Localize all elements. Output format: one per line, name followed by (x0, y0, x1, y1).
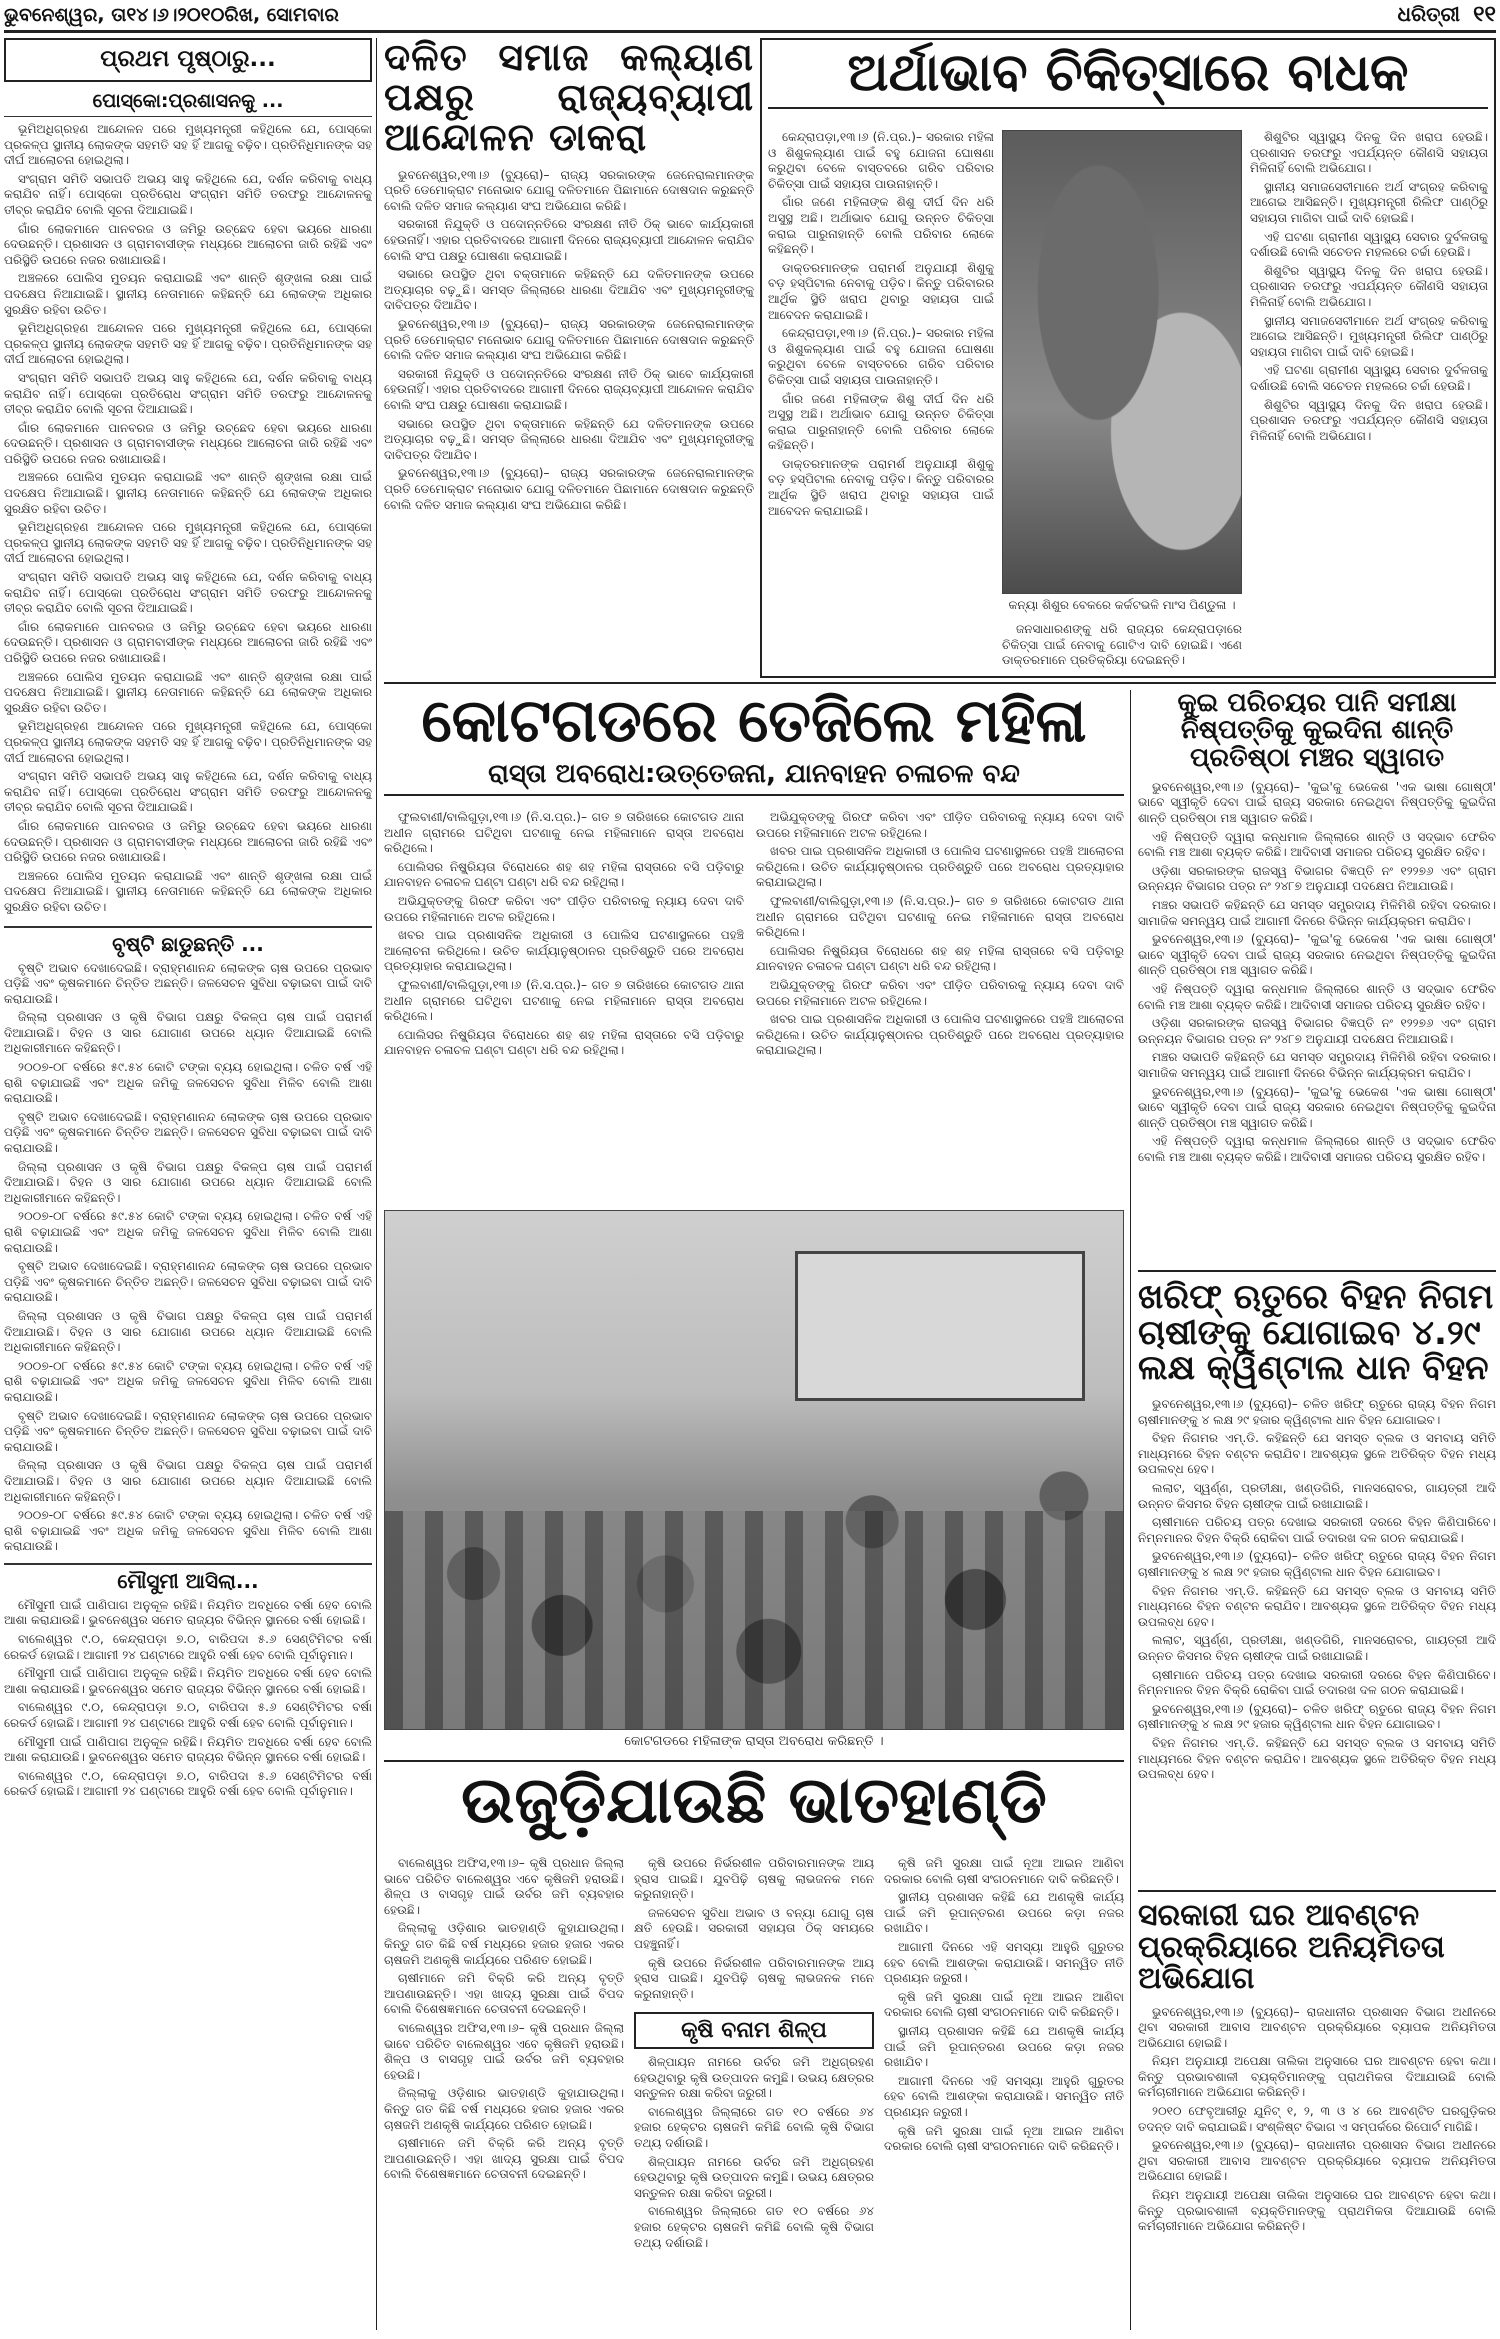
rice-story (384, 1768, 1124, 2330)
paragraph: ସରକାରୀ ନିଯୁକ୍ତି ଓ ପଦୋନ୍ନତିରେ ସଂରକ୍ଷଣ ନୀତି ଠିକ୍ ଭାବେ କାର୍ଯ୍ୟକାରୀ ହେଉନାହିଁ। ଏହାର ପ୍ରତିବାଦରେ ଆଗାମୀ ଦିନରେ ରାଜ୍ୟବ୍ୟାପୀ ଆନ୍ଦୋଳନ କରାଯିବ ବୋଲି ସଂଘ ପକ୍ଷରୁ ଘୋଷଣା କରାଯାଇଛି। (384, 217, 754, 263)
paragraph: ଶିଳ୍ପାୟନ ନାମରେ ଉର୍ବର ଜମି ଅଧିଗ୍ରହଣ ହେଉଥିବାରୁ କୃଷି ଉତ୍ପାଦନ କମୁଛି। ଉଭୟ କ୍ଷେତ୍ରର ସନ୍ତୁଳନ ରକ୍ଷା କରିବା ଜରୁରୀ। (634, 2055, 874, 2101)
paragraph: ସଭାରେ ଉପସ୍ଥିତ ଥିବା ବକ୍ତାମାନେ କହିଛନ୍ତି ଯେ ଦଳିତମାନଙ୍କ ଉପରେ ଅତ୍ୟାଚାର ବଢ଼ୁଛି। ସମସ୍ତ ଜିଲ୍ଲାରେ ଧାରଣା ଦିଆଯିବ ଏବଂ ମୁଖ୍ୟମନ୍ତ୍ରୀଙ୍କୁ ଦାବିପତ୍ର ଦିଆଯିବ। (384, 267, 754, 313)
story2-head: ବୃଷ୍ଟି ଛାଡୁଛନ୍ତି ... (4, 926, 372, 956)
rice-col2 (634, 1856, 874, 2006)
housing-story (1138, 1890, 1496, 2330)
kui-body (1138, 780, 1496, 1166)
paragraph: ଲଲାଟ, ସ୍ୱର୍ଣ୍ଣ, ପ୍ରତୀକ୍ଷା, ଖଣ୍ଡଗିରି, ମାନସରୋବର, ଗାୟତ୍ରୀ ଆଦି ଉନ୍ନତ କିସମର ବିହନ ଚାଷୀଙ୍କ ପାଇଁ ରଖାଯାଇଛି। (1138, 1481, 1496, 1511)
housing-body (1138, 2005, 1496, 2235)
paragraph: ଫୁଲବାଣୀ/ବାଲିଗୁଡ଼ା,୧୩।୬ (ନି.ସ.ପ୍ର.)– ଗତ ୭ ତାରିଖରେ କୋଟଗଡ ଥାନା ଅଧୀନ ଗ୍ରାମରେ ଘଟିଥିବା ଘଟଣାକୁ ନେଇ ମହିଳାମାନେ ରାସ୍ତା ଅବରୋଧ କରିଥିଲେ। (384, 810, 744, 856)
paragraph: ଜିଲ୍ଲା ପ୍ରଶାସନ ଓ କୃଷି ବିଭାଗ ପକ୍ଷରୁ ବିକଳ୍ପ ଚାଷ ପାଇଁ ପରାମର୍ଶ ଦିଆଯାଉଛି। ବିହନ ଓ ସାର ଯୋଗାଣ ଉପରେ ଧ୍ୟାନ ଦିଆଯାଇଛି ବୋଲି ଅଧିକାରୀମାନେ କହିଛନ୍ତି। (4, 1010, 372, 1056)
paragraph: ଚାଷୀମାନେ ଜମି ବିକ୍ରି କରି ଅନ୍ୟ ବୃତ୍ତି ଆପଣାଉଛନ୍ତି। ଏହା ଖାଦ୍ୟ ସୁରକ୍ଷା ପାଇଁ ବିପଦ ବୋଲି ବିଶେଷଜ୍ଞମାନେ ଚେତାବନୀ ଦେଇଛନ୍ତି। (384, 2136, 624, 2182)
paragraph: ଭୁବନେଶ୍ୱର,୧୩।୬ (ବ୍ୟୁରୋ)– ରାଜଧାନୀର ପ୍ରଶାସନ ବିଭାଗ ଅଧୀନରେ ଥିବା ସରକାରୀ ଆବାସ ଆବଣ୍ଟନ ପ୍ରକ୍ରିୟାରେ ବ୍ୟାପକ ଅନିୟମିତତା ଅଭିଯୋଗ ହୋଇଛି। (1138, 2004, 1496, 2050)
paragraph: କୃଷି ଜମି ସୁରକ୍ଷା ପାଇଁ ନୂଆ ଆଇନ ଆଣିବା ଦରକାର ବୋଲି ଚାଷୀ ସଂଗଠନମାନେ ଦାବି କରିଛନ୍ତି। (884, 1856, 1124, 1886)
paragraph: ଏହି ନିଷ୍ପତ୍ତି ଦ୍ୱାରା କନ୍ଧମାଳ ଜିଲ୍ଲାରେ ଶାନ୍ତି ଓ ସଦ୍ଭାବ ଫେରିବ ବୋଲି ମଞ୍ଚ ଆଶା ବ୍ୟକ୍ତ କରିଛି। ଆଦିବାସୀ ସମାଜର ପରିଚୟ ସୁରକ୍ଷିତ ରହିବ। (1138, 829, 1496, 860)
paragraph: ସଂଗ୍ରାମ ସମିତି ସଭାପତି ଅଭୟ ସାହୁ କହିଥିଲେ ଯେ, ଦର୍ଶନ କରିବାକୁ ବାଧ୍ୟ କରାଯିବ ନାହିଁ। ପୋସ୍କୋ ପ୍ରତିରୋଧ ସଂଗ୍ରାମ ସମିତି ତରଫରୁ ଆନ୍ଦୋଳନକୁ ତୀବ୍ର କରାଯିବ ବୋଲି ସୂଚନା ଦିଆଯାଇଛି। (4, 171, 372, 217)
kotgarh-headline: କୋଟଗଡରେ ତେଜିଲେ ମହିଳା (421, 690, 1087, 756)
paragraph: ଚାଷୀମାନେ ଜମି ବିକ୍ରି କରି ଅନ୍ୟ ବୃତ୍ତି ଆପଣାଉଛନ୍ତି। ଏହା ଖାଦ୍ୟ ସୁରକ୍ଷା ପାଇଁ ବିପଦ ବୋଲି ବିଶେଷଜ୍ଞମାନେ ଚେତାବନୀ ଦେଇଛନ୍ତି। (384, 1971, 624, 2017)
seed-headline: ଖରିଫ୍ ଋତୁରେ ବିହନ ନିଗମ ଚାଷୀଙ୍କୁ ଯୋଗାଇବ ୪.୨୯ ଲକ୍ଷ କ୍ୱିଣ୍ଟାଲ ଧାନ ବିହନ (1138, 1277, 1494, 1389)
paragraph: ଜିଲ୍ଲା ପ୍ରଶାସନ ଓ କୃଷି ବିଭାଗ ପକ୍ଷରୁ ବିକଳ୍ପ ଚାଷ ପାଇଁ ପରାମର୍ଶ ଦିଆଯାଉଛି। ବିହନ ଓ ସାର ଯୋଗାଣ ଉପରେ ଧ୍ୟାନ ଦିଆଯାଇଛି ବୋଲି ଅଧିକାରୀମାନେ କହିଛନ୍ତି। (4, 1308, 372, 1355)
paragraph: ଓଡ଼ିଶା ସରକାରଙ୍କ ରାଜସ୍ୱ ବିଭାଗର ବିଜ୍ଞପ୍ତି ନଂ ୧୨୨୭୬ ଏବଂ ଗ୍ରାମ ଉନ୍ନୟନ ବିଭାଗର ପତ୍ର ନଂ ୨୪୮୭ ଅନୁଯାୟୀ ପଦକ୍ଷେପ ନିଆଯାଉଛି। (1138, 1016, 1496, 1046)
paragraph: ସ୍ଥାନୀୟ ପ୍ରଶାସନ କହିଛି ଯେ ଅଣକୃଷି କାର୍ଯ୍ୟ ପାଇଁ ଜମି ରୂପାନ୍ତରଣ ଉପରେ କଡ଼ା ନଜର ରଖାଯିବ। (884, 2023, 1124, 2070)
paragraph: ଭୂମିଅଧିଗ୍ରହଣ ଆନ୍ଦୋଳନ ପରେ ମୁଖ୍ୟମନ୍ତ୍ରୀ କହିଥିଲେ ଯେ, ପୋସ୍କୋ ପ୍ରକଳ୍ପ ସ୍ଥାନୀୟ ଲୋକଙ୍କ ସହମତି ସହ ହିଁ ଆଗକୁ ବଢ଼ିବ। ପ୍ରତିନିଧିମାନଙ୍କ ସହ ଦୀର୍ଘ ଆଲୋଚନା ହୋଇଥିଲା। (4, 520, 372, 566)
paragraph: ଓଡ଼ିଶା ସରକାରଙ୍କ ରାଜସ୍ୱ ବିଭାଗର ବିଜ୍ଞପ୍ତି ନଂ ୧୨୨୭୬ ଏବଂ ଗ୍ରାମ ଉନ୍ନୟନ ବିଭାଗର ପତ୍ର ନଂ ୨୪୮୭ ଅନୁଯାୟୀ ପଦକ୍ଷେପ ନିଆଯାଉଛି। (1138, 863, 1496, 894)
paragraph: ବାଲେଶ୍ୱର ଜିଲ୍ଲାରେ ଗତ ୧୦ ବର୍ଷରେ ୬୪ ହଜାର ହେକ୍ଟର ଚାଷଜମି କମିଛି ବୋଲି କୃଷି ବିଭାଗ ତଥ୍ୟ ଦର୍ଶାଉଛି। (634, 2204, 874, 2250)
paragraph: ଫୁଲବାଣୀ/ବାଲିଗୁଡ଼ା,୧୩।୬ (ନି.ସ.ପ୍ର.)– ଗତ ୭ ତାରିଖରେ କୋଟଗଡ ଥାନା ଅଧୀନ ଗ୍ରାମରେ ଘଟିଥିବା ଘଟଣାକୁ ନେଇ ମହିଳାମାନେ ରାସ୍ତା ଅବରୋଧ କରିଥିଲେ। (756, 893, 1124, 940)
paragraph: ଶିଳ୍ପାୟନ ନାମରେ ଉର୍ବର ଜମି ଅଧିଗ୍ରହଣ ହେଉଥିବାରୁ କୃଷି ଉତ୍ପାଦନ କମୁଛି। ଉଭୟ କ୍ଷେତ୍ରର ସନ୍ତୁଳନ ରକ୍ଷା କରିବା ଜରୁରୀ। (634, 2154, 874, 2200)
paragraph: ମୌସୁମୀ ପାଇଁ ପାଣିପାଗ ଅନୁକୂଳ ରହିଛି। ନିୟମିତ ଅବଧିରେ ବର୍ଷା ହେବ ବୋଲି ଆଶା କରାଯାଉଛି। ଭୁବନେଶ୍ୱର ସମେତ ରାଜ୍ୟର ବିଭିନ୍ନ ସ୍ଥାନରେ ବର୍ଷା ହୋଇଛି। (4, 1734, 372, 1765)
seed-body (1138, 1397, 1496, 1783)
paragraph: କେନ୍ଦ୍ରାପଡ଼ା,୧୩।୬ (ନି.ପ୍ର.)– ସରକାର ମହିଳା ଓ ଶିଶୁକଲ୍ୟାଣ ପାଇଁ ବହୁ ଯୋଜନା ଘୋଷଣା କରୁଥିବା ବେଳେ ବାସ୍ତବରେ ଗରିବ ପରିବାର ଚିକିତ୍ସା ପାଇଁ ସହାୟତା ପାଉନାହାନ୍ତି। (768, 130, 994, 191)
paragraph: ଅଞ୍ଚଳରେ ପୋଲିସ ମୁତୟନ କରାଯାଇଛି ଏବଂ ଶାନ୍ତି ଶୃଙ୍ଖଳା ରକ୍ଷା ପାଇଁ ପଦକ୍ଷେପ ନିଆଯାଇଛି। ସ୍ଥାନୀୟ ନେତାମାନେ କହିଛନ୍ତି ଯେ ଲୋକଙ୍କ ଅଧିକାର ସୁରକ୍ଷିତ ରହିବା ଉଚିତ। (4, 271, 372, 317)
paragraph: ବୃଷ୍ଟି ଅଭାବ ଦେଖାଦେଇଛି। ବ୍ରାହ୍ମଣାନନ୍ଦ ଲୋକଙ୍କ ଚାଷ ଉପରେ ପ୍ରଭାବ ପଡ଼ିଛି ଏବଂ କୃଷକମାନେ ଚିନ୍ତିତ ଅଛନ୍ତି। ଜଳସେଚନ ସୁବିଧା ବଢ଼ାଇବା ପାଇଁ ଦାବି କରାଯାଉଛି। (4, 1408, 372, 1454)
paragraph: ଖବର ପାଇ ପ୍ରଶାସନିକ ଅଧିକାରୀ ଓ ପୋଲିସ ଘଟଣାସ୍ଥଳରେ ପହଞ୍ଚି ଆଲୋଚନା କରିଥିଲେ। ଉଚିତ କାର୍ଯ୍ୟାନୁଷ୍ଠାନର ପ୍ରତିଶ୍ରୁତି ପରେ ଅବରୋଧ ପ୍ରତ୍ୟାହାର କରାଯାଇଥିଲା। (756, 844, 1124, 890)
paragraph: ଗାଁର ଜଣେ ମହିଳାଙ୍କ ଶିଶୁ ଦୀର୍ଘ ଦିନ ଧରି ଅସୁସ୍ଥ ଅଛି। ଅର୍ଥାଭାବ ଯୋଗୁ ଉନ୍ନତ ଚିକିତ୍ସା କରାଇ ପାରୁନାହାନ୍ତି ବୋଲି ପରିବାର ଲୋକେ କହିଛନ୍ତି। (768, 195, 994, 257)
story2-body (4, 961, 372, 1555)
paragraph: ମୌସୁମୀ ପାଇଁ ପାଣିପାଗ ଅନୁକୂଳ ରହିଛି। ନିୟମିତ ଅବଧିରେ ବର୍ଷା ହେବ ବୋଲି ଆଶା କରାଯାଉଛି। ଭୁବନେଶ୍ୱର ସମେତ ରାଜ୍ୟର ବିଭିନ୍ନ ସ୍ଥାନରେ ବର୍ଷା ହୋଇଛି। (4, 1597, 372, 1628)
paragraph: ଅଭିଯୁକ୍ତଙ୍କୁ ଗିରଫ କରିବା ଏବଂ ପୀଡ଼ିତ ପରିବାରକୁ ନ୍ୟାୟ ଦେବା ଦାବି ଉପରେ ମହିଳାମାନେ ଅଟଳ ରହିଥିଲେ। (756, 977, 1124, 1008)
seed-story (1138, 1270, 1496, 1790)
paragraph: ସ୍ଥାନୀୟ ପ୍ରଶାସନ କହିଛି ଯେ ଅଣକୃଷି କାର୍ଯ୍ୟ ପାଇଁ ଜମି ରୂପାନ୍ତରଣ ଉପରେ କଡ଼ା ନଜର ରଖାଯିବ। (884, 1890, 1124, 1936)
paragraph: ବିହନ ନିଗମର ଏମ୍.ଡି. କହିଛନ୍ତି ଯେ ସମସ୍ତ ବ୍ଲକ ଓ ସମବାୟ ସମିତି ମାଧ୍ୟମରେ ବିହନ ବଣ୍ଟନ କରାଯିବ। ଆବଶ୍ୟକ ସ୍ଥଳେ ଅତିରିକ୍ତ ବିହନ ମଧ୍ୟ ଉପଲବ୍ଧ ହେବ। (1138, 1735, 1496, 1782)
child-photo (1002, 130, 1242, 594)
paragraph: ବୃଷ୍ଟି ଅଭାବ ଦେଖାଦେଇଛି। ବ୍ରାହ୍ମଣାନନ୍ଦ ଲୋକଙ୍କ ଚାଷ ଉପରେ ପ୍ରଭାବ ପଡ଼ିଛି ଏବଂ କୃଷକମାନେ ଚିନ୍ତିତ ଅଛନ୍ତି। ଜଳସେଚନ ସୁବିଧା ବଢ଼ାଇବା ପାଇଁ ଦାବି କରାଯାଉଛି। (4, 960, 372, 1006)
paragraph: ଡାକ୍ତରମାନଙ୍କ ପରାମର୍ଶ ଅନୁଯାୟୀ ଶିଶୁକୁ ବଡ଼ ହସ୍ପିଟାଲ ନେବାକୁ ପଡ଼ିବ। କିନ୍ତୁ ପରିବାରର ଆର୍ଥିକ ସ୍ଥିତି ଖରାପ ଥିବାରୁ ସହାୟତା ପାଇଁ ଆବେଦନ କରାଯାଇଛି। (768, 456, 994, 518)
paragraph: କୃଷି ଜମି ସୁରକ୍ଷା ପାଇଁ ନୂଆ ଆଇନ ଆଣିବା ଦରକାର ବୋଲି ଚାଷୀ ସଂଗଠନମାନେ ଦାବି କରିଛନ୍ତି। (884, 2123, 1124, 2154)
paragraph: ୨୦୧୦ ଫେବୃଆରୀରୁ ଯୁନିଟ୍ ୧, ୨, ୩ ଓ ୪ ରେ ଆବଣ୍ଟିତ ଘରଗୁଡ଼ିକର ତଦନ୍ତ ଦାବି କରାଯାଇଛି। ସଂଶ୍ଳିଷ୍ଟ ବିଭାଗ ଏ ସମ୍ପର୍କରେ ରିପୋର୍ଟ ମାଗିଛି। (1138, 2104, 1496, 2134)
paragraph: ବାଲେଶ୍ୱର ଅଫିସ,୧୩।୬– କୃଷି ପ୍ରଧାନ ଜିଲ୍ଲା ଭାବେ ପରିଚିତ ବାଲେଶ୍ୱର ଏବେ କୃଷିଜମି ହରାଉଛି। ଶିଳ୍ପ ଓ ବାସଗୃହ ପାଇଁ ଉର୍ବର ଜମି ବ୍ୟବହାର ହେଉଛି। (384, 2020, 624, 2082)
paragraph: ଭୂମିଅଧିଗ୍ରହଣ ଆନ୍ଦୋଳନ ପରେ ମୁଖ୍ୟମନ୍ତ୍ରୀ କହିଥିଲେ ଯେ, ପୋସ୍କୋ ପ୍ରକଳ୍ପ ସ୍ଥାନୀୟ ଲୋକଙ୍କ ସହମତି ସହ ହିଁ ଆଗକୁ ବଢ଼ିବ। ପ୍ରତିନିଧିମାନଙ୍କ ସହ ଦୀର୍ଘ ଆଲୋଚନା ହୋଇଥିଲା। (4, 719, 372, 765)
paragraph: ଚାଷୀମାନେ ପରିଚୟ ପତ୍ର ଦେଖାଇ ସରକାରୀ ଦରରେ ବିହନ କିଣିପାରିବେ। ନିମ୍ନମାନର ବିହନ ବିକ୍ରି ରୋକିବା ପାଇଁ ତଦାରଖ ଦଳ ଗଠନ କରାଯାଇଛି। (1138, 1515, 1496, 1545)
paragraph: ବିହନ ନିଗମର ଏମ୍.ଡି. କହିଛନ୍ତି ଯେ ସମସ୍ତ ବ୍ଲକ ଓ ସମବାୟ ସମିତି ମାଧ୍ୟମରେ ବିହନ ବଣ୍ଟନ କରାଯିବ। ଆବଶ୍ୟକ ସ୍ଥଳେ ଅତିରିକ୍ତ ବିହନ ମଧ୍ୟ ଉପଲବ୍ଧ ହେବ। (1138, 1583, 1496, 1629)
paragraph: ମଞ୍ଚର ସଭାପତି କହିଛନ୍ତି ଯେ ସମସ୍ତ ସମ୍ପ୍ରଦାୟ ମିଳିମିଶି ରହିବା ଦରକାର। ସାମାଜିକ ସମନ୍ୱୟ ପାଇଁ ଆଗାମୀ ଦିନରେ ବିଭିନ୍ନ କାର୍ଯ୍ୟକ୍ରମ କରାଯିବ। (1138, 1050, 1496, 1080)
paragraph: ଜିଲ୍ଲାକୁ ଓଡ଼ିଶାର ଭାତହାଣ୍ଡି କୁହାଯାଉଥିଲା। କିନ୍ତୁ ଗତ କିଛି ବର୍ଷ ମଧ୍ୟରେ ହଜାର ହଜାର ଏକର ଚାଷଜମି ଅଣକୃଷି କାର୍ଯ୍ୟରେ ପରିଣତ ହୋଇଛି। (384, 1921, 624, 1967)
paragraph: ଭୁବନେଶ୍ୱର,୧୩।୬ (ବ୍ୟୁରୋ)– ରାଜ୍ୟ ସରକାରଙ୍କ ଜେନେରାଲମାନଙ୍କ ପ୍ରତି ଡେମୋକ୍ରାଟ ମନୋଭାବ ଯୋଗୁ ଦଳିତମାନେ ପିଛାମାନେ ଦୋଷଦାନ କରୁଛନ୍ତି ବୋଲି ଦଳିତ ସମାଜ କଲ୍ୟାଣ ସଂଘ ଅଭିଯୋଗ କରିଛି। (384, 167, 754, 213)
page-header-right (1360, 2, 1496, 30)
kotgarh-body-right (756, 810, 1124, 1230)
housing-headline: ସରକାରୀ ଘର ଆବଣ୍ଟନ ପ୍ରକ୍ରିୟାରେ ଅନିୟମିତତା ଅଭିଯୋଗ (1138, 1898, 1445, 1996)
dalit-body (384, 168, 754, 513)
paragraph: କୃଷି ଉପରେ ନିର୍ଭରଶୀଳ ପରିବାରମାନଙ୍କ ଆୟ ହ୍ରାସ ପାଇଛି। ଯୁବପିଢ଼ି ଚାଷକୁ ଲାଭଜନକ ମନେ କରୁନାହାନ୍ତି। (634, 1955, 874, 2001)
paragraph: ମଞ୍ଚର ସଭାପତି କହିଛନ୍ତି ଯେ ସମସ୍ତ ସମ୍ପ୍ରଦାୟ ମିଳିମିଶି ରହିବା ଦରକାର। ସାମାଜିକ ସମନ୍ୱୟ ପାଇଁ ଆଗାମୀ ଦିନରେ ବିଭିନ୍ନ କାର୍ଯ୍ୟକ୍ରମ କରାଯିବ। (1138, 898, 1496, 928)
paragraph: ସରକାରୀ ନିଯୁକ୍ତି ଓ ପଦୋନ୍ନତିରେ ସଂରକ୍ଷଣ ନୀତି ଠିକ୍ ଭାବେ କାର୍ଯ୍ୟକାରୀ ହେଉନାହିଁ। ଏହାର ପ୍ରତିବାଦରେ ଆଗାମୀ ଦିନରେ ରାଜ୍ୟବ୍ୟାପୀ ଆନ୍ଦୋଳନ କରାଯିବ ବୋଲି ସଂଘ ପକ୍ଷରୁ ଘୋଷଣା କରାଯାଇଛି। (384, 366, 754, 412)
agri-vs-industry-box (634, 2012, 874, 2330)
paragraph: ଅଞ୍ଚଳରେ ପୋଲିସ ମୁତୟନ କରାଯାଇଛି ଏବଂ ଶାନ୍ତି ଶୃଙ୍ଖଳା ରକ୍ଷା ପାଇଁ ପଦକ୍ଷେପ ନିଆଯାଇଛି। ସ୍ଥାନୀୟ ନେତାମାନେ କହିଛନ୍ତି ଯେ ଲୋକଙ୍କ ଅଧିକାର ସୁରକ୍ଷିତ ରହିବା ଉଚିତ। (4, 470, 372, 516)
dateline (4, 4, 704, 28)
left-column (4, 38, 372, 2330)
paragraph: ବାଲେଶ୍ୱର ୯.୦, କେନ୍ଦ୍ରାପଡ଼ା ୭.୦, ବାରିପଦା ୫.୬ ସେଣ୍ଟିମିଟର ବର୍ଷା ରେକର୍ଡ ହୋଇଛି। ଆଗାମୀ ୨୪ ଘଣ୍ଟାରେ ଆହୁରି ବର୍ଷା ହେବ ବୋଲି ପୂର୍ବାନୁମାନ। (4, 1632, 372, 1662)
paragraph: ଭୂମିଅଧିଗ୍ରହଣ ଆନ୍ଦୋଳନ ପରେ ମୁଖ୍ୟମନ୍ତ୍ରୀ କହିଥିଲେ ଯେ, ପୋସ୍କୋ ପ୍ରକଳ୍ପ ସ୍ଥାନୀୟ ଲୋକଙ୍କ ସହମତି ସହ ହିଁ ଆଗକୁ ବଢ଼ିବ। ପ୍ରତିନିଧିମାନଙ୍କ ସହ ଦୀର୍ଘ ଆଲୋଚନା ହୋଇଥିଲା। (4, 321, 372, 367)
paragraph: ୨୦୦୭-୦୮ ବର୍ଷରେ ୫୯.୫୪ କୋଟି ଟଙ୍କା ବ୍ୟୟ ହୋଇଥିଲା। ଚଳିତ ବର୍ଷ ଏହି ରାଶି ବଢ଼ାଯାଇଛି ଏବଂ ଅଧିକ ଜମିକୁ ଜଳସେଚନ ସୁବିଧା ମିଳିବ ବୋଲି ଆଶା କରାଯାଉଛି। (4, 1060, 372, 1106)
paragraph: ସଂଗ୍ରାମ ସମିତି ସଭାପତି ଅଭୟ ସାହୁ କହିଥିଲେ ଯେ, ଦର୍ଶନ କରିବାକୁ ବାଧ୍ୟ କରାଯିବ ନାହିଁ। ପୋସ୍କୋ ପ୍ରତିରୋଧ ସଂଗ୍ରାମ ସମିତି ତରଫରୁ ଆନ୍ଦୋଳନକୁ ତୀବ୍ର କରାଯିବ ବୋଲି ସୂଚନା ଦିଆଯାଇଛି। (4, 570, 372, 616)
kotgarh-story (384, 690, 1124, 1250)
paragraph: ସଭାରେ ଉପସ୍ଥିତ ଥିବା ବକ୍ତାମାନେ କହିଛନ୍ତି ଯେ ଦଳିତମାନଙ୍କ ଉପରେ ଅତ୍ୟାଚାର ବଢ଼ୁଛି। ସମସ୍ତ ଜିଲ୍ଲାରେ ଧାରଣା ଦିଆଯିବ ଏବଂ ମୁଖ୍ୟମନ୍ତ୍ରୀଙ୍କୁ ଦାବିପତ୍ର ଦିଆଯିବ। (384, 416, 754, 462)
paragraph: ନିୟମ ଅନୁଯାୟୀ ଅପେକ୍ଷା ତାଲିକା ଅନୁସାରେ ଘର ଆବଣ୍ଟନ ହେବା କଥା। କିନ୍ତୁ ପ୍ରଭାବଶାଳୀ ବ୍ୟକ୍ତିମାନଙ୍କୁ ପ୍ରାଥମିକତା ଦିଆଯାଉଛି ବୋଲି କର୍ମଚାରୀମାନେ ଅଭିଯୋଗ କରିଛନ୍ତି। (1138, 2054, 1496, 2100)
paragraph: ପୋଲିସର ନିଷ୍କ୍ରିୟତା ବିରୋଧରେ ଶହ ଶହ ମହିଳା ରାସ୍ତାରେ ବସି ପଡ଼ିବାରୁ ଯାନବାହନ ଚଳାଚଳ ଘଣ୍ଟା ଘଣ୍ଟା ଧରି ବନ୍ଦ ରହିଥିଲା। (756, 943, 1124, 974)
paragraph: ବୃଷ୍ଟି ଅଭାବ ଦେଖାଦେଇଛି। ବ୍ରାହ୍ମଣାନନ୍ଦ ଲୋକଙ୍କ ଚାଷ ଉପରେ ପ୍ରଭାବ ପଡ଼ିଛି ଏବଂ କୃଷକମାନେ ଚିନ୍ତିତ ଅଛନ୍ତି। ଜଳସେଚନ ସୁବିଧା ବଢ଼ାଇବା ପାଇଁ ଦାବି କରାଯାଉଛି। (4, 1259, 372, 1305)
paragraph: ଭୁବନେଶ୍ୱର,୧୩।୬ (ବ୍ୟୁରୋ)– ରାଜ୍ୟ ସରକାରଙ୍କ ଜେନେରାଲମାନଙ୍କ ପ୍ରତି ଡେମୋକ୍ରାଟ ମନୋଭାବ ଯୋଗୁ ଦଳିତମାନେ ପିଛାମାନେ ଦୋଷଦାନ କରୁଛନ୍ତି ବୋଲି ଦଳିତ ସମାଜ କଲ୍ୟାଣ ସଂଘ ଅଭିଯୋଗ କରିଛି। (384, 317, 754, 363)
poverty-story (760, 38, 1496, 678)
paragraph: କୃଷି ଉପରେ ନିର୍ଭରଶୀଳ ପରିବାରମାନଙ୍କ ଆୟ ହ୍ରାସ ପାଇଛି। ଯୁବପିଢ଼ି ଚାଷକୁ ଲାଭଜନକ ମନେ କରୁନାହାନ୍ତି। (634, 1856, 874, 1902)
section-rule (384, 1760, 1124, 1762)
poverty-photo-caption: କନ୍ୟା ଶିଶୁର ବେକରେ କର୍କଟଭଳି ମାଂସ ପିଣ୍ଡୁଳା । (1008, 598, 1236, 612)
paragraph: ଗାଁର ଲୋକମାନେ ପାନବରଜ ଓ ଜମିରୁ ଉଚ୍ଛେଦ ହେବା ଭୟରେ ଧାରଣା ଦେଉଛନ୍ତି। ପ୍ରଶାସନ ଓ ଗ୍ରାମବାସୀଙ୍କ ମଧ୍ୟରେ ଆଲୋଚନା ଜାରି ରହିଛି ଏବଂ ପରିସ୍ଥିତି ଉପରେ ନଜର ରଖାଯାଉଛି। (4, 818, 372, 865)
rice-headline: ଉଜୁଡ଼ିଯାଉଛି ଭାତହାଣ୍ଡି (461, 1768, 1047, 1838)
kotgarh-subhead: ରାସ୍ତା ଅବରୋଧ:ଉତ୍ତେଜନା, ଯାନବାହନ ଚଳାଚଳ ବନ୍ଦ (384, 759, 1124, 796)
paragraph: ଗାଁର ଲୋକମାନେ ପାନବରଜ ଓ ଜମିରୁ ଉଚ୍ଛେଦ ହେବା ଭୟରେ ଧାରଣା ଦେଉଛନ୍ତି। ପ୍ରଶାସନ ଓ ଗ୍ରାମବାସୀଙ୍କ ମଧ୍ୟରେ ଆଲୋଚନା ଜାରି ରହିଛି ଏବଂ ପରିସ୍ଥିତି ଉପରେ ନଜର ରଖାଯାଉଛି। (4, 619, 372, 665)
paragraph: ଜିଲ୍ଲା ପ୍ରଶାସନ ଓ କୃଷି ବିଭାଗ ପକ୍ଷରୁ ବିକଳ୍ପ ଚାଷ ପାଇଁ ପରାମର୍ଶ ଦିଆଯାଉଛି। ବିହନ ଓ ସାର ଯୋଗାଣ ଉପରେ ଧ୍ୟାନ ଦିଆଯାଇଛି ବୋଲି ଅଧିକାରୀମାନେ କହିଛନ୍ତି। (4, 1458, 372, 1504)
paragraph: ଅଞ୍ଚଳରେ ପୋଲିସ ମୁତୟନ କରାଯାଇଛି ଏବଂ ଶାନ୍ତି ଶୃଙ୍ଖଳା ରକ୍ଷା ପାଇଁ ପଦକ୍ଷେପ ନିଆଯାଇଛି। ସ୍ଥାନୀୟ ନେତାମାନେ କହିଛନ୍ତି ଯେ ଲୋକଙ୍କ ଅଧିକାର ସୁରକ୍ଷିତ ରହିବା ଉଚିତ। (4, 669, 372, 715)
section-rule (384, 682, 1496, 684)
paragraph: ଅଭିଯୁକ୍ତଙ୍କୁ ଗିରଫ କରିବା ଏବଂ ପୀଡ଼ିତ ପରିବାରକୁ ନ୍ୟାୟ ଦେବା ଦାବି ଉପରେ ମହିଳାମାନେ ଅଟଳ ରହିଥିଲେ। (756, 810, 1124, 840)
paragraph: ଆଗାମୀ ଦିନରେ ଏହି ସମସ୍ୟା ଆହୁରି ଗୁରୁତର ହେବ ବୋଲି ଆଶଙ୍କା କରାଯାଉଛି। ସମନ୍ୱିତ ନୀତି ପ୍ରଣୟନ ଜରୁରୀ। (884, 1939, 1124, 1986)
paragraph: ବାଲେଶ୍ୱର ଜିଲ୍ଲାରେ ଗତ ୧୦ ବର୍ଷରେ ୬୪ ହଜାର ହେକ୍ଟର ଚାଷଜମି କମିଛି ବୋଲି କୃଷି ବିଭାଗ ତଥ୍ୟ ଦର୍ଶାଉଛି। (634, 2104, 874, 2150)
paragraph: ଭୁବନେଶ୍ୱର,୧୩।୬ (ବ୍ୟୁରୋ)– ରାଜଧାନୀର ପ୍ରଶାସନ ବିଭାଗ ଅଧୀନରେ ଥିବା ସରକାରୀ ଆବାସ ଆବଣ୍ଟନ ପ୍ରକ୍ରିୟାରେ ବ୍ୟାପକ ଅନିୟମିତତା ଅଭିଯୋଗ ହୋଇଛି। (1138, 2138, 1496, 2184)
paragraph: ସ୍ଥାନୀୟ ସମାଜସେବୀମାନେ ଅର୍ଥ ସଂଗ୍ରହ କରିବାକୁ ଆଗେଇ ଆସିଛନ୍ତି। ମୁଖ୍ୟମନ୍ତ୍ରୀ ରିଲିଫ ପାଣ୍ଠିରୁ ସହାୟତା ମାଗିବା ପାଇଁ ଦାବି ହୋଇଛି। (1250, 313, 1488, 359)
protest-photo (384, 1210, 1124, 1730)
paragraph: ଏହି ଘଟଣା ଗ୍ରାମୀଣ ସ୍ୱାସ୍ଥ୍ୟ ସେବାର ଦୁର୍ବଳତାକୁ ଦର୍ଶାଉଛି ବୋଲି ସଚେତନ ମହଲରେ ଚର୍ଚ୍ଚା ହେଉଛି। (1250, 229, 1488, 260)
paragraph: ଗାଁର ଲୋକମାନେ ପାନବରଜ ଓ ଜମିରୁ ଉଚ୍ଛେଦ ହେବା ଭୟରେ ଧାରଣା ଦେଉଛନ୍ତି। ପ୍ରଶାସନ ଓ ଗ୍ରାମବାସୀଙ୍କ ମଧ୍ୟରେ ଆଲୋଚନା ଜାରି ରହିଛି ଏବଂ ପରିସ୍ଥିତି ଉପରେ ନଜର ରଖାଯାଉଛି। (4, 221, 372, 267)
paragraph: ଭୁବନେଶ୍ୱର,୧୩।୬ (ବ୍ୟୁରୋ)– ଚଳିତ ଖରିଫ୍ ଋତୁରେ ରାଜ୍ୟ ବିହନ ନିଗମ ଚାଷୀମାନଙ୍କୁ ୪ ଲକ୍ଷ ୨୯ ହଜାର କ୍ୱିଣ୍ଟାଲ ଧାନ ବିହନ ଯୋଗାଇବ। (1138, 1397, 1496, 1427)
paragraph: ଜନସାଧାରଣଙ୍କୁ ଧରି ରାଜ୍ୟର କେନ୍ଦ୍ରାପଡ଼ାରେ ଚିକିତ୍ସା ପାଇଁ ନେବାକୁ ଗୋଟିଏ ଦାବି ହୋଇଛି। ଏଣେ ଡାକ୍ତରମାନେ ପ୍ରତିକ୍ରିୟା ଦେଇଛନ୍ତି। (1002, 622, 1242, 668)
paragraph: ବାଲେଶ୍ୱର ଅଫିସ,୧୩।୬– କୃଷି ପ୍ରଧାନ ଜିଲ୍ଲା ଭାବେ ପରିଚିତ ବାଲେଶ୍ୱର ଏବେ କୃଷିଜମି ହରାଉଛି। ଶିଳ୍ପ ଓ ବାସଗୃହ ପାଇଁ ଉର୍ବର ଜମି ବ୍ୟବହାର ହେଉଛି। (384, 1856, 624, 1917)
column-rule (376, 38, 377, 2330)
paragraph: ଭୁବନେଶ୍ୱର,୧୩।୬ (ବ୍ୟୁରୋ)– 'କୁଇ'କୁ ଭେକେଶ 'ଏକ ଭାଷା ଗୋଷ୍ଠୀ' ଭାବେ ସ୍ୱୀକୃତି ଦେବା ପାଇଁ ରାଜ୍ୟ ସରକାର ନେଇଥିବା ନିଷ୍ପତ୍ତିକୁ କୁଇଦିନା ଶାନ୍ତି ପ୍ରତିଷ୍ଠା ମଞ୍ଚ ସ୍ୱାଗତ କରିଛି। (1138, 1084, 1496, 1130)
rice-col1 (384, 1856, 624, 2330)
story3-head: ମୌସୁମୀ ଆସିଲା... (4, 1563, 372, 1593)
paragraph: ଜିଲ୍ଲାକୁ ଓଡ଼ିଶାର ଭାତହାଣ୍ଡି କୁହାଯାଉଥିଲା। କିନ୍ତୁ ଗତ କିଛି ବର୍ଷ ମଧ୍ୟରେ ହଜାର ହଜାର ଏକର ଚାଷଜମି ଅଣକୃଷି କାର୍ଯ୍ୟରେ ପରିଣତ ହୋଇଛି। (384, 2086, 624, 2132)
paragraph: ଖବର ପାଇ ପ୍ରଶାସନିକ ଅଧିକାରୀ ଓ ପୋଲିସ ଘଟଣାସ୍ଥଳରେ ପହଞ୍ଚି ଆଲୋଚନା କରିଥିଲେ। ଉଚିତ କାର୍ଯ୍ୟାନୁଷ୍ଠାନର ପ୍ରତିଶ୍ରୁତି ପରେ ଅବରୋଧ ପ୍ରତ୍ୟାହାର କରାଯାଇଥିଲା। (384, 928, 744, 974)
page-number: ୧୧ (1473, 2, 1496, 27)
poverty-headline: ଅର୍ଥାଭାବ ଚିକିତ୍ସାରେ ବାଧକ (768, 46, 1488, 109)
paragraph: ଆଗାମୀ ଦିନରେ ଏହି ସମସ୍ୟା ଆହୁରି ଗୁରୁତର ହେବ ବୋଲି ଆଶଙ୍କା କରାଯାଉଛି। ସମନ୍ୱିତ ନୀତି ପ୍ରଣୟନ ଜରୁରୀ। (884, 2073, 1124, 2119)
dalit-headline: ଦଳିତ ସମାଜ କଲ୍ୟାଣ ପକ୍ଷରୁ ରାଜ୍ୟବ୍ୟାପୀ ଆନ୍ଦୋଳନ ଡାକରା (384, 38, 754, 159)
paragraph: ଗାଁର ଜଣେ ମହିଳାଙ୍କ ଶିଶୁ ଦୀର୍ଘ ଦିନ ଧରି ଅସୁସ୍ଥ ଅଛି। ଅର୍ଥାଭାବ ଯୋଗୁ ଉନ୍ନତ ଚିକିତ୍ସା କରାଇ ପାରୁନାହାନ୍ତି ବୋଲି ପରିବାର ଲୋକେ କହିଛନ୍ତି। (768, 391, 994, 453)
paragraph: ନିୟମ ଅନୁଯାୟୀ ଅପେକ୍ଷା ତାଲିକା ଅନୁସାରେ ଘର ଆବଣ୍ଟନ ହେବା କଥା। କିନ୍ତୁ ପ୍ରଭାବଶାଳୀ ବ୍ୟକ୍ତିମାନଙ୍କୁ ପ୍ରାଥମିକତା ଦିଆଯାଉଛି ବୋଲି କର୍ମଚାରୀମାନେ ଅଭିଯୋଗ କରିଛନ୍ତି। (1138, 2188, 1496, 2234)
paragraph: ଶିଶୁଟିର ସ୍ୱାସ୍ଥ୍ୟ ଦିନକୁ ଦିନ ଖରାପ ହେଉଛି। ପ୍ରଶାସନ ତରଫରୁ ଏପର୍ଯ୍ୟନ୍ତ କୌଣସି ସହାୟତା ମିଳିନାହିଁ ବୋଲି ଅଭିଯୋଗ। (1250, 263, 1488, 309)
paragraph: ଜିଲ୍ଲା ପ୍ରଶାସନ ଓ କୃଷି ବିଭାଗ ପକ୍ଷରୁ ବିକଳ୍ପ ଚାଷ ପାଇଁ ପରାମର୍ଶ ଦିଆଯାଉଛି। ବିହନ ଓ ସାର ଯୋଗାଣ ଉପରେ ଧ୍ୟାନ ଦିଆଯାଇଛି ବୋଲି ଅଧିକାରୀମାନେ କହିଛନ୍ତି। (4, 1159, 372, 1205)
paragraph: ବିହନ ନିଗମର ଏମ୍.ଡି. କହିଛନ୍ତି ଯେ ସମସ୍ତ ବ୍ଲକ ଓ ସମବାୟ ସମିତି ମାଧ୍ୟମରେ ବିହନ ବଣ୍ଟନ କରାଯିବ। ଆବଶ୍ୟକ ସ୍ଥଳେ ଅତିରିକ୍ତ ବିହନ ମଧ୍ୟ ଉପଲବ୍ଧ ହେବ। (1138, 1431, 1496, 1477)
paragraph: ଭୁବନେଶ୍ୱର,୧୩।୬ (ବ୍ୟୁରୋ)– ଚଳିତ ଖରିଫ୍ ଋତୁରେ ରାଜ୍ୟ ବିହନ ନିଗମ ଚାଷୀମାନଙ୍କୁ ୪ ଲକ୍ଷ ୨୯ ହଜାର କ୍ୱିଣ୍ଟାଲ ଧାନ ବିହନ ଯୋଗାଇବ। (1138, 1549, 1496, 1579)
paragraph: ୨୦୦୭-୦୮ ବର୍ଷରେ ୫୯.୫୪ କୋଟି ଟଙ୍କା ବ୍ୟୟ ହୋଇଥିଲା। ଚଳିତ ବର୍ଷ ଏହି ରାଶି ବଢ଼ାଯାଇଛି ଏବଂ ଅଧିକ ଜମିକୁ ଜଳସେଚନ ସୁବିଧା ମିଳିବ ବୋଲି ଆଶା କରାଯାଉଛି। (4, 1358, 372, 1404)
paragraph: ସଂଗ୍ରାମ ସମିତି ସଭାପତି ଅଭୟ ସାହୁ କହିଥିଲେ ଯେ, ଦର୍ଶନ କରିବାକୁ ବାଧ୍ୟ କରାଯିବ ନାହିଁ। ପୋସ୍କୋ ପ୍ରତିରୋଧ ସଂଗ୍ରାମ ସମିତି ତରଫରୁ ଆନ୍ଦୋଳନକୁ ତୀବ୍ର କରାଯିବ ବୋଲି ସୂଚନା ଦିଆଯାଇଛି। (4, 370, 372, 417)
paragraph: ଭୁବନେଶ୍ୱର,୧୩।୬ (ବ୍ୟୁରୋ)– 'କୁଇ'କୁ ଭେକେଶ 'ଏକ ଭାଷା ଗୋଷ୍ଠୀ' ଭାବେ ସ୍ୱୀକୃତି ଦେବା ପାଇଁ ରାଜ୍ୟ ସରକାର ନେଇଥିବା ନିଷ୍ପତ୍ତିକୁ କୁଇଦିନା ଶାନ୍ତି ପ୍ରତିଷ୍ଠା ମଞ୍ଚ ସ୍ୱାଗତ କରିଛି। (1138, 932, 1496, 978)
kui-headline: କୁଇ ପରିଚୟର ପାନି ସମୀକ୍ଷା ନିଷ୍ପତ୍ତିକୁ କୁଇଦିନା ଶାନ୍ତି ପ୍ରତିଷ୍ଠା ମଞ୍ଚର ସ୍ୱାଗତ (1177, 690, 1457, 773)
paragraph: ସ୍ଥାନୀୟ ସମାଜସେବୀମାନେ ଅର୍ଥ ସଂଗ୍ରହ କରିବାକୁ ଆଗେଇ ଆସିଛନ୍ତି। ମୁଖ୍ୟମନ୍ତ୍ରୀ ରିଲିଫ ପାଣ୍ଠିରୁ ସହାୟତା ମାଗିବା ପାଇଁ ଦାବି ହୋଇଛି। (1250, 179, 1488, 225)
poverty-tail (1002, 622, 1242, 668)
paragraph: କୃଷି ଜମି ସୁରକ୍ଷା ପାଇଁ ନୂଆ ଆଇନ ଆଣିବା ଦରକାର ବୋଲି ଚାଷୀ ସଂଗଠନମାନେ ଦାବି କରିଛନ୍ତି। (884, 1989, 1124, 2020)
story1-body (4, 122, 372, 916)
column-rule (1130, 690, 1131, 2330)
paragraph: ଭୁବନେଶ୍ୱର,୧୩।୬ (ବ୍ୟୁରୋ)– ଚଳିତ ଖରିଫ୍ ଋତୁରେ ରାଜ୍ୟ ବିହନ ନିଗମ ଚାଷୀମାନଙ୍କୁ ୪ ଲକ୍ଷ ୨୯ ହଜାର କ୍ୱିଣ୍ଟାଲ ଧାନ ବିହନ ଯୋଗାଇବ। (1138, 1701, 1496, 1732)
paragraph: ଫୁଲବାଣୀ/ବାଲିଗୁଡ଼ା,୧୩।୬ (ନି.ସ.ପ୍ର.)– ଗତ ୭ ତାରିଖରେ କୋଟଗଡ ଥାନା ଅଧୀନ ଗ୍ରାମରେ ଘଟିଥିବା ଘଟଣାକୁ ନେଇ ମହିଳାମାନେ ରାସ୍ତା ଅବରୋଧ କରିଥିଲେ। (384, 977, 744, 1024)
paragraph: ଅଭିଯୁକ୍ତଙ୍କୁ ଗିରଫ କରିବା ଏବଂ ପୀଡ଼ିତ ପରିବାରକୁ ନ୍ୟାୟ ଦେବା ଦାବି ଉପରେ ମହିଳାମାନେ ଅଟଳ ରହିଥିଲେ। (384, 893, 744, 924)
paragraph: ୨୦୦୭-୦୮ ବର୍ଷରେ ୫୯.୫୪ କୋଟି ଟଙ୍କା ବ୍ୟୟ ହୋଇଥିଲା। ଚଳିତ ବର୍ଷ ଏହି ରାଶି ବଢ଼ାଯାଇଛି ଏବଂ ଅଧିକ ଜମିକୁ ଜଳସେଚନ ସୁବିଧା ମିଳିବ ବୋଲି ଆଶା କରାଯାଉଛି। (4, 1209, 372, 1255)
bus-shape (795, 1251, 1085, 1401)
paragraph: ବୃଷ୍ଟି ଅଭାବ ଦେଖାଦେଇଛି। ବ୍ରାହ୍ମଣାନନ୍ଦ ଲୋକଙ୍କ ଚାଷ ଉପରେ ପ୍ରଭାବ ପଡ଼ିଛି ଏବଂ କୃଷକମାନେ ଚିନ୍ତିତ ଅଛନ୍ତି। ଜଳସେଚନ ସୁବିଧା ବଢ଼ାଇବା ପାଇଁ ଦାବି କରାଯାଉଛି। (4, 1109, 372, 1156)
story1-head: ପୋସ୍କୋ:ପ୍ରଶାସନକୁ ... (4, 90, 372, 117)
rice-col3 (884, 1856, 1124, 2330)
paragraph: ଡାକ୍ତରମାନଙ୍କ ପରାମର୍ଶ ଅନୁଯାୟୀ ଶିଶୁକୁ ବଡ଼ ହସ୍ପିଟାଲ ନେବାକୁ ପଡ଼ିବ। କିନ୍ତୁ ପରିବାରର ଆର୍ଥିକ ସ୍ଥିତି ଖରାପ ଥିବାରୁ ସହାୟତା ପାଇଁ ଆବେଦନ କରାଯାଇଛି। (768, 260, 994, 322)
box-title: କୃଷି ବନାମ ଶିଳ୍ପ (634, 2012, 874, 2049)
crowd-shape (385, 1511, 1124, 1730)
poverty-body-right (1250, 130, 1488, 670)
dalit-story (384, 38, 754, 678)
paragraph: ସଂଗ୍ରାମ ସମିତି ସଭାପତି ଅଭୟ ସାହୁ କହିଥିଲେ ଯେ, ଦର୍ଶନ କରିବାକୁ ବାଧ୍ୟ କରାଯିବ ନାହିଁ। ପୋସ୍କୋ ପ୍ରତିରୋଧ ସଂଗ୍ରାମ ସମିତି ତରଫରୁ ଆନ୍ଦୋଳନକୁ ତୀବ୍ର କରାଯିବ ବୋଲି ସୂଚନା ଦିଆଯାଇଛି। (4, 769, 372, 815)
paragraph: ପୋଲିସର ନିଷ୍କ୍ରିୟତା ବିରୋଧରେ ଶହ ଶହ ମହିଳା ରାସ୍ତାରେ ବସି ପଡ଼ିବାରୁ ଯାନବାହନ ଚଳାଚଳ ଘଣ୍ଟା ଘଣ୍ଟା ଧରି ବନ୍ଦ ରହିଥିଲା। (384, 859, 744, 890)
paragraph: ଏହି ଘଟଣା ଗ୍ରାମୀଣ ସ୍ୱାସ୍ଥ୍ୟ ସେବାର ଦୁର୍ବଳତାକୁ ଦର୍ଶାଉଛି ବୋଲି ସଚେତନ ମହଲରେ ଚର୍ଚ୍ଚା ହେଉଛି। (1250, 363, 1488, 393)
kotgarh-body-left (384, 810, 744, 1230)
paragraph: ଖବର ପାଇ ପ୍ରଶାସନିକ ଅଧିକାରୀ ଓ ପୋଲିସ ଘଟଣାସ୍ଥଳରେ ପହଞ୍ଚି ଆଲୋଚନା କରିଥିଲେ। ଉଚିତ କାର୍ଯ୍ୟାନୁଷ୍ଠାନର ପ୍ରତିଶ୍ରୁତି ପରେ ଅବରୋଧ ପ୍ରତ୍ୟାହାର କରାଯାଇଥିଲା। (756, 1012, 1124, 1058)
paragraph: ଲଲାଟ, ସ୍ୱର୍ଣ୍ଣ, ପ୍ରତୀକ୍ଷା, ଖଣ୍ଡଗିରି, ମାନସରୋବର, ଗାୟତ୍ରୀ ଆଦି ଉନ୍ନତ କିସମର ବିହନ ଚାଷୀଙ୍କ ପାଇଁ ରଖାଯାଇଛି। (1138, 1633, 1496, 1663)
paragraph: ମୌସୁମୀ ପାଇଁ ପାଣିପାଗ ଅନୁକୂଳ ରହିଛି। ନିୟମିତ ଅବଧିରେ ବର୍ଷା ହେବ ବୋଲି ଆଶା କରାଯାଉଛି। ଭୁବନେଶ୍ୱର ସମେତ ରାଜ୍ୟର ବିଭିନ୍ନ ସ୍ଥାନରେ ବର୍ଷା ହୋଇଛି। (4, 1666, 372, 1696)
paragraph: ଜଳସେଚନ ସୁବିଧା ଅଭାବ ଓ ବନ୍ୟା ଯୋଗୁ ଚାଷ କ୍ଷତି ହେଉଛି। ସରକାରୀ ସହାୟତା ଠିକ୍ ସମୟରେ ପହଞ୍ଚୁନାହିଁ। (634, 1905, 874, 1951)
paragraph: ପୋଲିସର ନିଷ୍କ୍ରିୟତା ବିରୋଧରେ ଶହ ଶହ ମହିଳା ରାସ୍ତାରେ ବସି ପଡ଼ିବାରୁ ଯାନବାହନ ଚଳାଚଳ ଘଣ୍ଟା ଘଣ୍ଟା ଧରି ବନ୍ଦ ରହିଥିଲା। (384, 1027, 744, 1058)
paragraph: ବାଲେଶ୍ୱର ୯.୦, କେନ୍ଦ୍ରାପଡ଼ା ୭.୦, ବାରିପଦା ୫.୬ ସେଣ୍ଟିମିଟର ବର୍ଷା ରେକର୍ଡ ହୋଇଛି। ଆଗାମୀ ୨୪ ଘଣ୍ଟାରେ ଆହୁରି ବର୍ଷା ହେବ ବୋଲି ପୂର୍ବାନୁମାନ। (4, 1768, 372, 1799)
protest-photo-caption: କୋଟଗଡରେ ମହିଳାଙ୍କ ରାସ୍ତା ଅବରୋଧ କରିଛନ୍ତି । (624, 1734, 884, 1749)
paragraph: କେନ୍ଦ୍ରାପଡ଼ା,୧୩।୬ (ନି.ପ୍ର.)– ସରକାର ମହିଳା ଓ ଶିଶୁକଲ୍ୟାଣ ପାଇଁ ବହୁ ଯୋଜନା ଘୋଷଣା କରୁଥିବା ବେଳେ ବାସ୍ତବରେ ଗରିବ ପରିବାର ଚିକିତ୍ସା ପାଇଁ ସହାୟତା ପାଉନାହାନ୍ତି। (768, 326, 994, 387)
paragraph: ଅଞ୍ଚଳରେ ପୋଲିସ ମୁତୟନ କରାଯାଇଛି ଏବଂ ଶାନ୍ତି ଶୃଙ୍ଖଳା ରକ୍ଷା ପାଇଁ ପଦକ୍ଷେପ ନିଆଯାଇଛି। ସ୍ଥାନୀୟ ନେତାମାନେ କହିଛନ୍ତି ଯେ ଲୋକଙ୍କ ଅଧିକାର ସୁରକ୍ଷିତ ରହିବା ଉଚିତ। (4, 868, 372, 914)
dateline-text: ଭୁବନେଶ୍ୱର, ତା୧୪।୬।୨୦୧୦ରିଖ, ସୋମବାର (4, 4, 339, 26)
paragraph: ଏହି ନିଷ୍ପତ୍ତି ଦ୍ୱାରା କନ୍ଧମାଳ ଜିଲ୍ଲାରେ ଶାନ୍ତି ଓ ସଦ୍ଭାବ ଫେରିବ ବୋଲି ମଞ୍ଚ ଆଶା ବ୍ୟକ୍ତ କରିଛି। ଆଦିବାସୀ ସମାଜର ପରିଚୟ ସୁରକ୍ଷିତ ରହିବ। (1138, 1134, 1496, 1164)
paragraph: ବାଲେଶ୍ୱର ୯.୦, କେନ୍ଦ୍ରାପଡ଼ା ୭.୦, ବାରିପଦା ୫.୬ ସେଣ୍ଟିମିଟର ବର୍ଷା ରେକର୍ଡ ହୋଇଛି। ଆଗାମୀ ୨୪ ଘଣ୍ଟାରେ ଆହୁରି ବର୍ଷା ହେବ ବୋଲି ପୂର୍ବାନୁମାନ। (4, 1700, 372, 1731)
section-title: ପ୍ରଥମ ପୃଷ୍ଠାରୁ... (4, 38, 372, 82)
poverty-body-left (768, 130, 994, 660)
paragraph: ଭୂମିଅଧିଗ୍ରହଣ ଆନ୍ଦୋଳନ ପରେ ମୁଖ୍ୟମନ୍ତ୍ରୀ କହିଥିଲେ ଯେ, ପୋସ୍କୋ ପ୍ରକଳ୍ପ ସ୍ଥାନୀୟ ଲୋକଙ୍କ ସହମତି ସହ ହିଁ ଆଗକୁ ବଢ଼ିବ। ପ୍ରତିନିଧିମାନଙ୍କ ସହ ଦୀର୍ଘ ଆଲୋଚନା ହୋଇଥିଲା। (4, 122, 372, 168)
box-body (634, 2055, 874, 2251)
paragraph: ଶିଶୁଟିର ସ୍ୱାସ୍ଥ୍ୟ ଦିନକୁ ଦିନ ଖରାପ ହେଉଛି। ପ୍ରଶାସନ ତରଫରୁ ଏପର୍ଯ୍ୟନ୍ତ କୌଣସି ସହାୟତା ମିଳିନାହିଁ ବୋଲି ଅଭିଯୋଗ। (1250, 130, 1488, 176)
paragraph: ଏହି ନିଷ୍ପତ୍ତି ଦ୍ୱାରା କନ୍ଧମାଳ ଜିଲ୍ଲାରେ ଶାନ୍ତି ଓ ସଦ୍ଭାବ ଫେରିବ ବୋଲି ମଞ୍ଚ ଆଶା ବ୍ୟକ୍ତ କରିଛି। ଆଦିବାସୀ ସମାଜର ପରିଚୟ ସୁରକ୍ଷିତ ରହିବ। (1138, 982, 1496, 1012)
masthead-rule (4, 30, 1496, 33)
paragraph: ଭୁବନେଶ୍ୱର,୧୩।୬ (ବ୍ୟୁରୋ)– 'କୁଇ'କୁ ଭେକେଶ 'ଏକ ଭାଷା ଗୋଷ୍ଠୀ' ଭାବେ ସ୍ୱୀକୃତି ଦେବା ପାଇଁ ରାଜ୍ୟ ସରକାର ନେଇଥିବା ନିଷ୍ପତ୍ତିକୁ କୁଇଦିନା ଶାନ୍ତି ପ୍ରତିଷ୍ଠା ମଞ୍ଚ ସ୍ୱାଗତ କରିଛି। (1138, 779, 1496, 826)
story3-body (4, 1598, 372, 1800)
paragraph: ଚାଷୀମାନେ ପରିଚୟ ପତ୍ର ଦେଖାଇ ସରକାରୀ ଦରରେ ବିହନ କିଣିପାରିବେ। ନିମ୍ନମାନର ବିହନ ବିକ୍ରି ରୋକିବା ପାଇଁ ତଦାରଖ ଦଳ ଗଠନ କରାଯାଇଛି। (1138, 1667, 1496, 1698)
paragraph: ୨୦୦୭-୦୮ ବର୍ଷରେ ୫୯.୫୪ କୋଟି ଟଙ୍କା ବ୍ୟୟ ହୋଇଥିଲା। ଚଳିତ ବର୍ଷ ଏହି ରାଶି ବଢ଼ାଯାଇଛି ଏବଂ ଅଧିକ ଜମିକୁ ଜଳସେଚନ ସୁବିଧା ମିଳିବ ବୋଲି ଆଶା କରାଯାଉଛି। (4, 1508, 372, 1554)
paragraph: ଭୁବନେଶ୍ୱର,୧୩।୬ (ବ୍ୟୁରୋ)– ରାଜ୍ୟ ସରକାରଙ୍କ ଜେନେରାଲମାନଙ୍କ ପ୍ରତି ଡେମୋକ୍ରାଟ ମନୋଭାବ ଯୋଗୁ ଦଳିତମାନେ ପିଛାମାନେ ଦୋଷଦାନ କରୁଛନ୍ତି ବୋଲି ଦଳିତ ସମାଜ କଲ୍ୟାଣ ସଂଘ ଅଭିଯୋଗ କରିଛି। (384, 466, 754, 512)
paragraph: ଗାଁର ଲୋକମାନେ ପାନବରଜ ଓ ଜମିରୁ ଉଚ୍ଛେଦ ହେବା ଭୟରେ ଧାରଣା ଦେଉଛନ୍ତି। ପ୍ରଶାସନ ଓ ଗ୍ରାମବାସୀଙ୍କ ମଧ୍ୟରେ ଆଲୋଚନା ଜାରି ରହିଛି ଏବଂ ପରିସ୍ଥିତି ଉପରେ ନଜର ରଖାଯାଉଛି। (4, 420, 372, 466)
paper-name: ଧରିତ୍ରୀ (1397, 2, 1460, 26)
paragraph: ଶିଶୁଟିର ସ୍ୱାସ୍ଥ୍ୟ ଦିନକୁ ଦିନ ଖରାପ ହେଉଛି। ପ୍ରଶାସନ ତରଫରୁ ଏପର୍ଯ୍ୟନ୍ତ କୌଣସି ସହାୟତା ମିଳିନାହିଁ ବୋଲି ଅଭିଯୋଗ। (1250, 397, 1488, 443)
